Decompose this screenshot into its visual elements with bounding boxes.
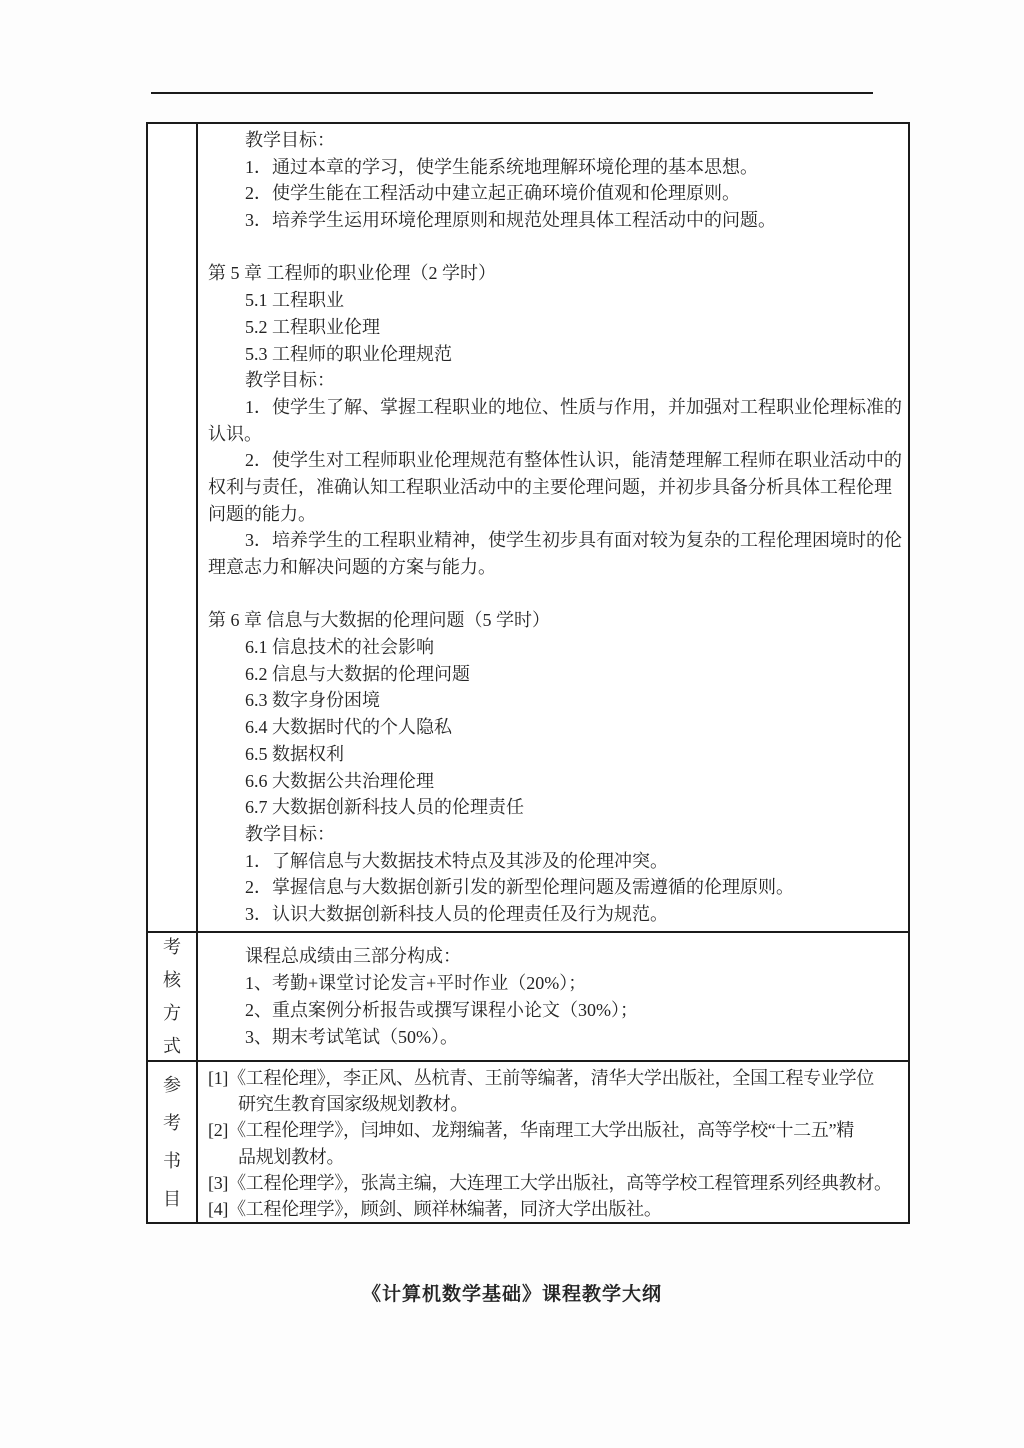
next-course-outline-title: 《计算机数学基础》课程教学大纲 [361,1284,662,1305]
reference-item: [3]《工程伦理学》，张嵩主编，大连理工大学出版社，高等学校工程管理系列经典教材。 [208,1172,892,1193]
objective-line: 1．通过本章的学习，使学生能系统地理解环境伦理的基本思想。 [245,156,758,177]
reference-item: [4]《工程伦理学》，顾剑、顾祥林编著，同济大学出版社。 [208,1198,662,1219]
content-row-label-cell [148,124,198,931]
section-item: 6.7 大数据创新科技人员的伦理责任 [245,797,524,818]
syllabus-table [146,122,910,1224]
objective-line-cont: 问题的能力。 [208,503,316,524]
reference-item: [1]《工程伦理》，李正风、丛杭青、王前等编著，清华大学出版社，全国工程专业学位 [208,1068,874,1088]
table-row-references [148,1060,908,1222]
objectives-heading: 教学目标： [245,130,335,150]
chapter-5-heading: 第 5 章 工程师的职业伦理（2 学时） [208,263,496,284]
objective-line: 2．掌握信息与大数据创新引发的新型伦理问题及需遵循的伦理原则。 [245,877,794,898]
section-item: 6.2 信息与大数据的伦理问题 [245,663,470,684]
assessment-content-cell [198,933,908,1060]
objective-line: 3．培养学生的工程职业精神，使学生初步具有面对较为复杂的工程伦理困境时的伦 [245,530,902,551]
reference-item: [2]《工程伦理学》，闫坤如、龙翔编著，华南理工大学出版社，高等学校“十二五”精 [208,1120,854,1141]
objectives-heading: 教学目标： [245,370,335,391]
objective-line-cont: 权利与责任，准确认知工程职业活动中的主要伦理问题，并初步具备分析具体工程伦理 [208,476,892,497]
assessment-label-cell [148,933,198,1060]
section-item: 6.6 大数据公共治理伦理 [245,770,434,791]
section-item: 6.5 数据权利 [245,743,344,764]
section-item: 5.2 工程职业伦理 [245,316,380,337]
reference-books-label: 参考书目 [163,1075,181,1209]
objective-line-cont: 认识。 [208,423,262,444]
table-row-course-content [148,124,908,931]
objective-line: 2．使学生对工程师职业伦理规范有整体性认识，能清楚理解工程师在职业活动中的 [245,450,902,471]
blank-line [208,581,908,608]
objective-line-cont: 理意志力和解决问题的方案与能力。 [208,557,496,577]
reference-item-cont: 品规划教材。 [238,1146,345,1167]
grade-item: 3、期末考试笔试（50%）。 [245,1027,458,1047]
references-label-cell [148,1062,198,1222]
objective-line: 3．认识大数据创新科技人员的伦理责任及行为规范。 [245,903,668,924]
section-item: 5.3 工程师的职业伦理规范 [245,343,452,364]
section-item: 6.4 大数据时代的个人隐私 [245,717,452,738]
blank-line [208,234,908,261]
references-content-cell [198,1062,908,1222]
table-row-assessment [148,931,908,1060]
section-item: 5.1 工程职业 [245,290,344,311]
chapter-6-heading: 第 6 章 信息与大数据的伦理问题（5 学时） [208,610,550,631]
grade-composition-heading: 课程总成绩由三部分构成： [245,946,461,966]
objective-line: 3．培养学生运用环境伦理原则和规范处理具体工程活动中的问题。 [245,210,776,231]
reference-item-cont: 研究生教育国家级规划教材。 [238,1094,469,1115]
section-item: 6.1 信息技术的社会影响 [245,637,434,658]
section-item: 6.3 数字身份困境 [245,690,380,711]
objectives-heading: 教学目标： [245,823,335,844]
assessment-method-label: 考核方式 [163,936,181,1056]
objective-line: 1．使学生了解、掌握工程职业的地位、性质与作用，并加强对工程职业伦理标准的 [245,396,902,417]
objective-line: 1．了解信息与大数据技术特点及其涉及的伦理冲突。 [245,850,668,871]
grade-item: 1、考勤+课堂讨论发言+平时作业（20%）； [245,973,587,993]
course-content-cell [198,124,908,931]
grade-item: 2、重点案例分析报告或撰写课程小论文（30%）； [245,1000,638,1020]
header-divider-rule [151,92,873,94]
objective-line: 2．使学生能在工程活动中建立起正确环境价值观和伦理原则。 [245,183,740,204]
